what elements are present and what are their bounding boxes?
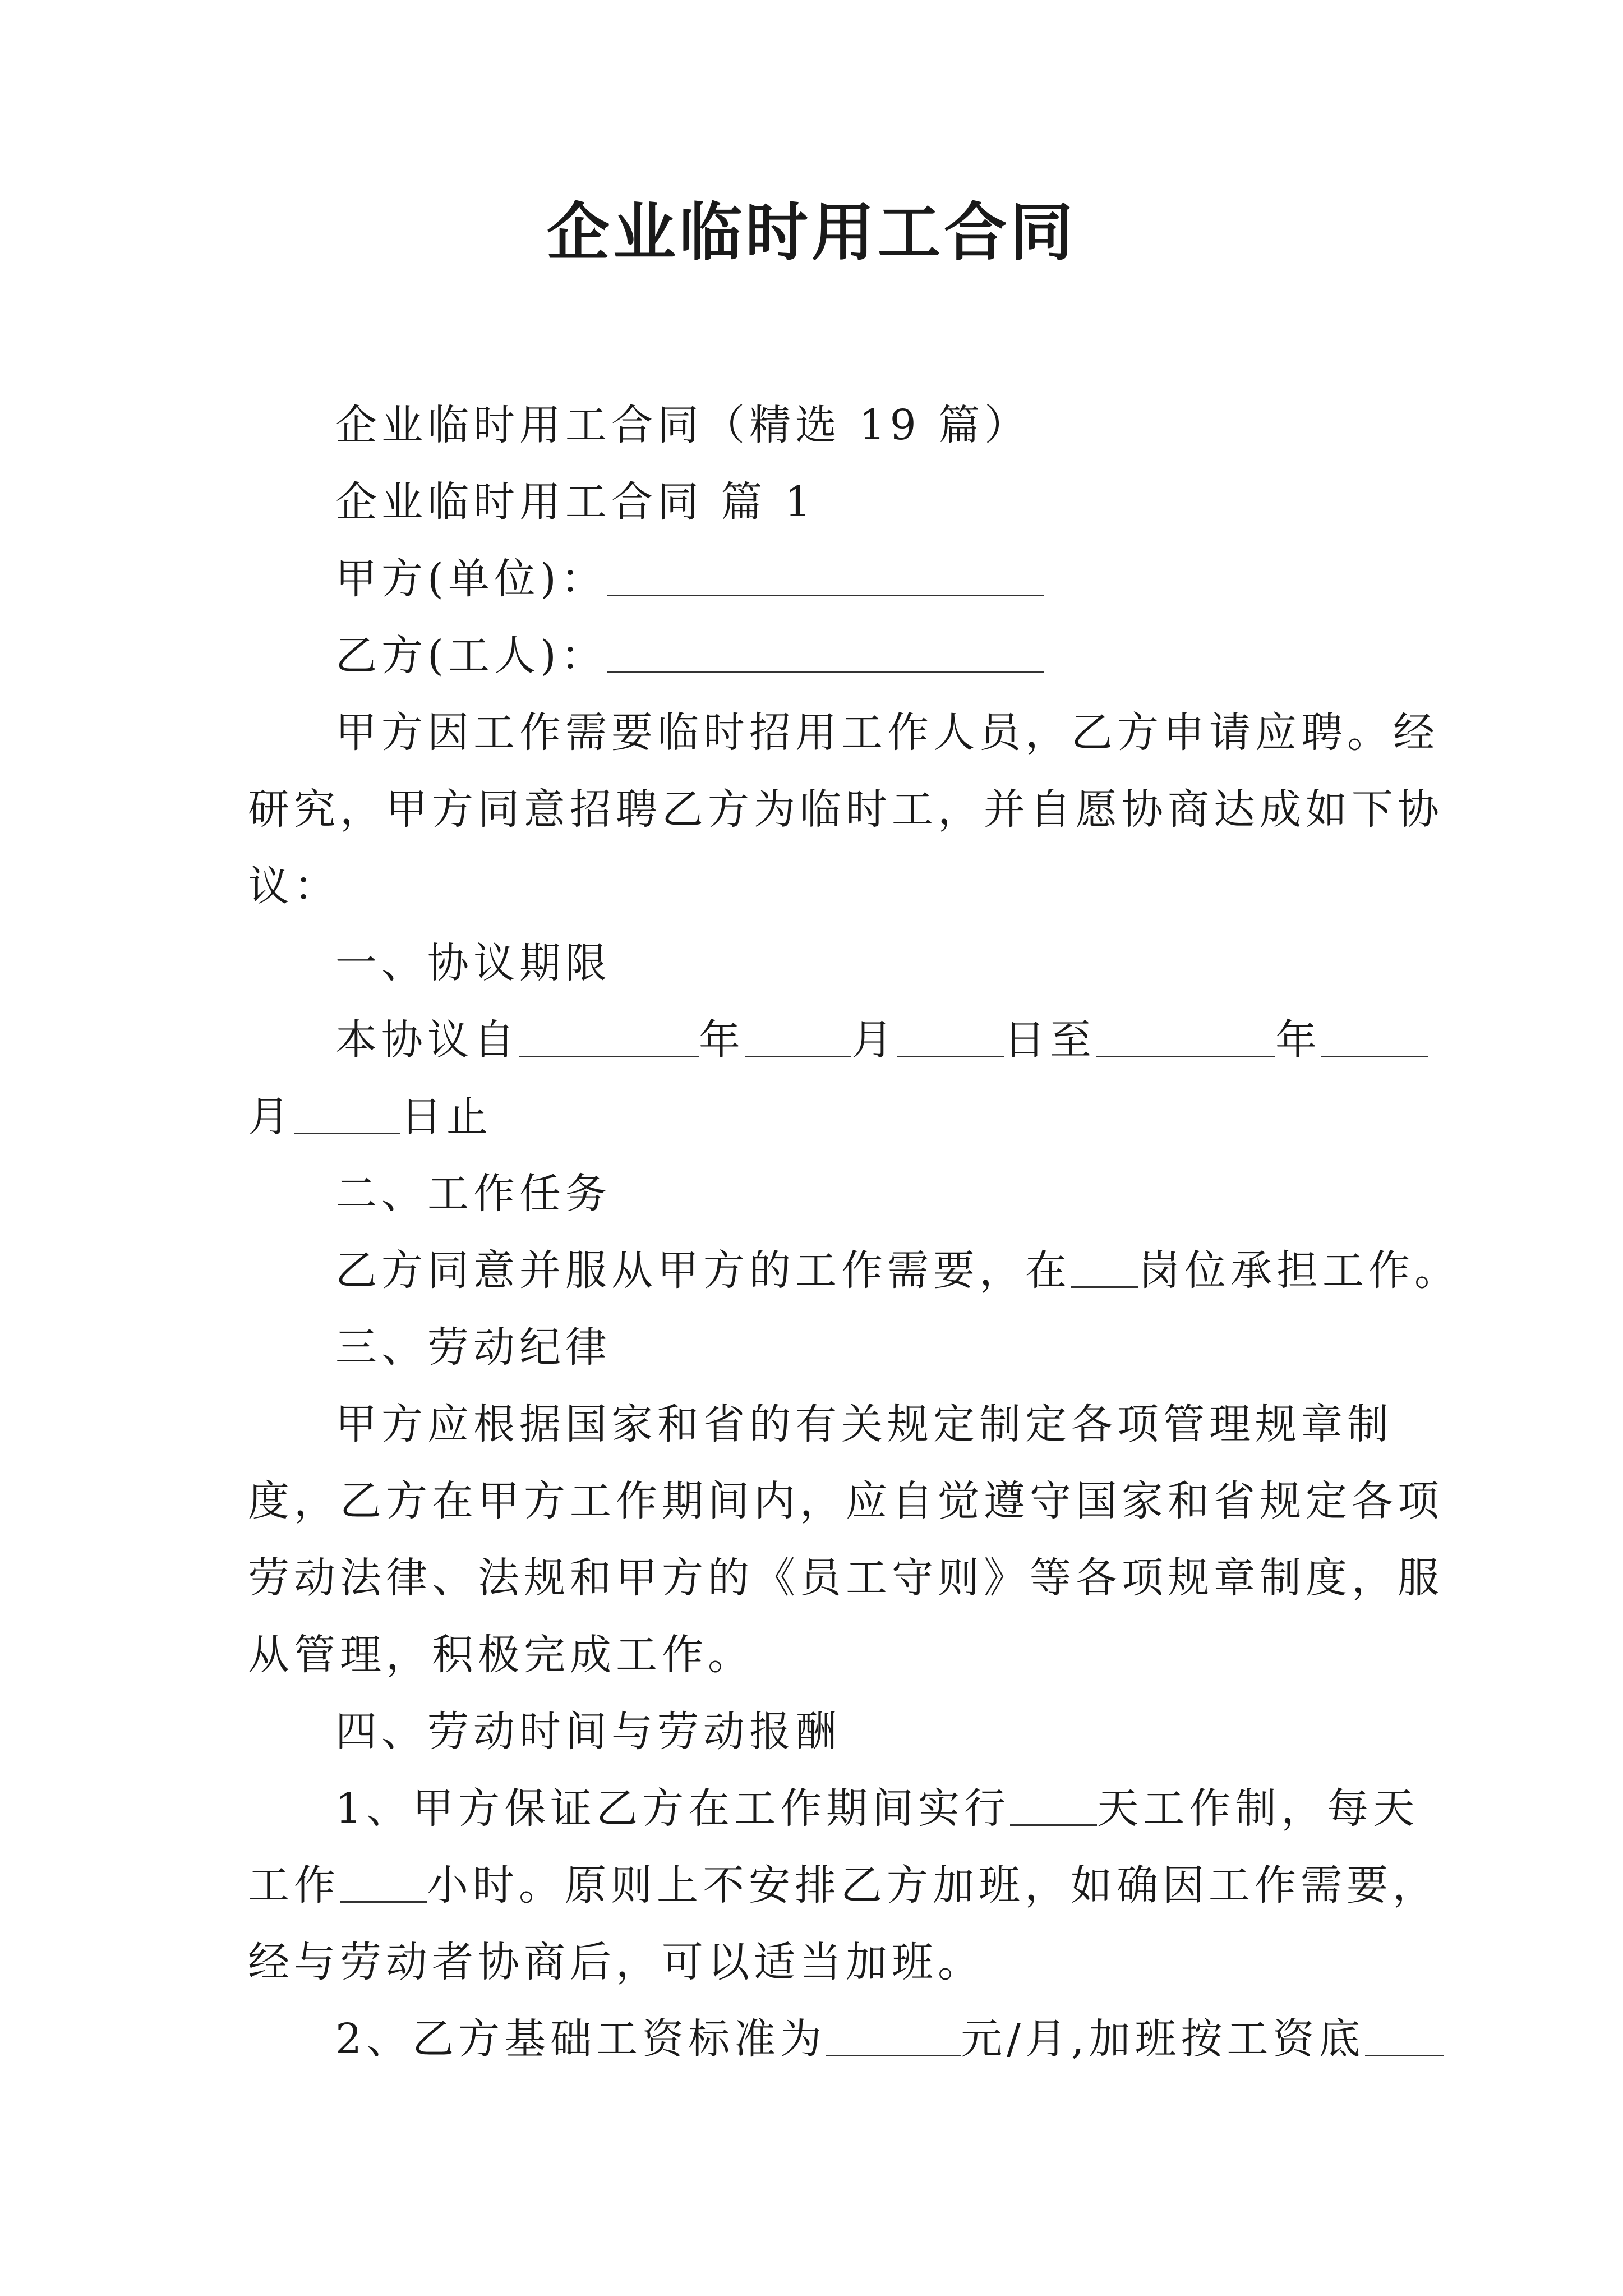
discipline-line-1: 甲方应根据国家和省的有关规定制定各项管理规章制: [335, 1400, 1393, 1448]
term-text-start: 本协议自: [335, 1016, 519, 1064]
term-year-blank: [519, 1055, 699, 1057]
hours-text-b: 天工作制，每天: [1097, 1784, 1419, 1833]
term-end-year-blank: [1096, 1055, 1275, 1057]
term-end-month-label: 月: [248, 1093, 294, 1141]
subtitle: 企业临时用工合同（精选 19 篇）: [335, 401, 1031, 449]
section-heading: 企业临时用工合同 篇 1: [335, 478, 816, 526]
intro-line-3: 议：: [248, 862, 340, 910]
heading-tasks: 二、工作任务: [335, 1170, 611, 1218]
term-end-day-label: 日止: [400, 1093, 492, 1141]
discipline-line-4: 从管理，积极完成工作。: [248, 1631, 754, 1679]
wage-blank: [826, 2054, 961, 2056]
term-month-blank: [745, 1055, 851, 1057]
party-b-blank: [607, 671, 1044, 673]
party-b-label: 乙方(工人)：: [335, 632, 607, 680]
term-day-blank: [897, 1055, 1004, 1057]
wage-text-b: 元/月,加班按工资底: [961, 2015, 1365, 2063]
discipline-line-3: 劳动法律、法规和甲方的《员工守则》等各项规章制度，服: [248, 1554, 1444, 1602]
hours-blank: [340, 1901, 427, 1903]
wage-text-a: 2、乙方基础工资标准为: [335, 2015, 827, 2063]
party-b-line: [248, 618, 1392, 694]
task-line: [248, 1232, 1460, 1309]
term-end-day-blank: [294, 1132, 400, 1134]
term-end-year-label: 年: [1275, 1016, 1321, 1064]
overtime-base-blank: [1365, 2054, 1444, 2056]
term-year-label: 年: [699, 1016, 745, 1064]
term-line-1: [248, 1002, 1392, 1079]
intro-line-2: 研究，甲方同意招聘乙方为临时工，并自愿协商达成如下协: [248, 785, 1444, 834]
term-month-label: 月: [851, 1016, 897, 1064]
heading-term: 一、协议期限: [335, 939, 611, 987]
party-a-label: 甲方(单位)：: [335, 555, 607, 603]
party-a-blank: [607, 594, 1044, 596]
party-a-line: [248, 541, 1392, 618]
heading-hours-pay: 四、劳动时间与劳动报酬: [335, 1708, 841, 1756]
hours-text-d: 小时。原则上不安排乙方加班，如确因工作需要，: [427, 1861, 1438, 1910]
hours-text-c: 工作: [248, 1861, 340, 1910]
heading-discipline: 三、劳动纪律: [335, 1323, 611, 1372]
hours-text-a: 1、甲方保证乙方在工作期间实行: [335, 1784, 1011, 1833]
term-line-2: [248, 1079, 1392, 1156]
wage-line: [248, 2001, 1392, 2078]
discipline-line-2: 度，乙方在甲方工作期间内，应自觉遵守国家和省规定各项: [248, 1477, 1444, 1525]
term-day-to-label: 日至: [1004, 1016, 1096, 1064]
task-text-start: 乙方同意并服从甲方的工作需要，在: [335, 1246, 1071, 1295]
post-blank: [1071, 1286, 1138, 1288]
intro-line-1: 甲方因工作需要临时招用工作人员，乙方申请应聘。经: [335, 708, 1439, 757]
hours-line-2: [248, 1847, 1438, 1924]
task-text-end: 岗位承担工作。: [1138, 1246, 1460, 1295]
document-body: [248, 387, 1460, 2078]
term-end-month-blank: [1321, 1055, 1428, 1057]
document-title: 企业临时用工合同: [547, 196, 1076, 269]
workdays-blank: [1010, 1824, 1097, 1826]
hours-line-3: 经与劳动者协商后，可以适当加班。: [248, 1938, 984, 1986]
hours-line-1: [248, 1770, 1419, 1847]
